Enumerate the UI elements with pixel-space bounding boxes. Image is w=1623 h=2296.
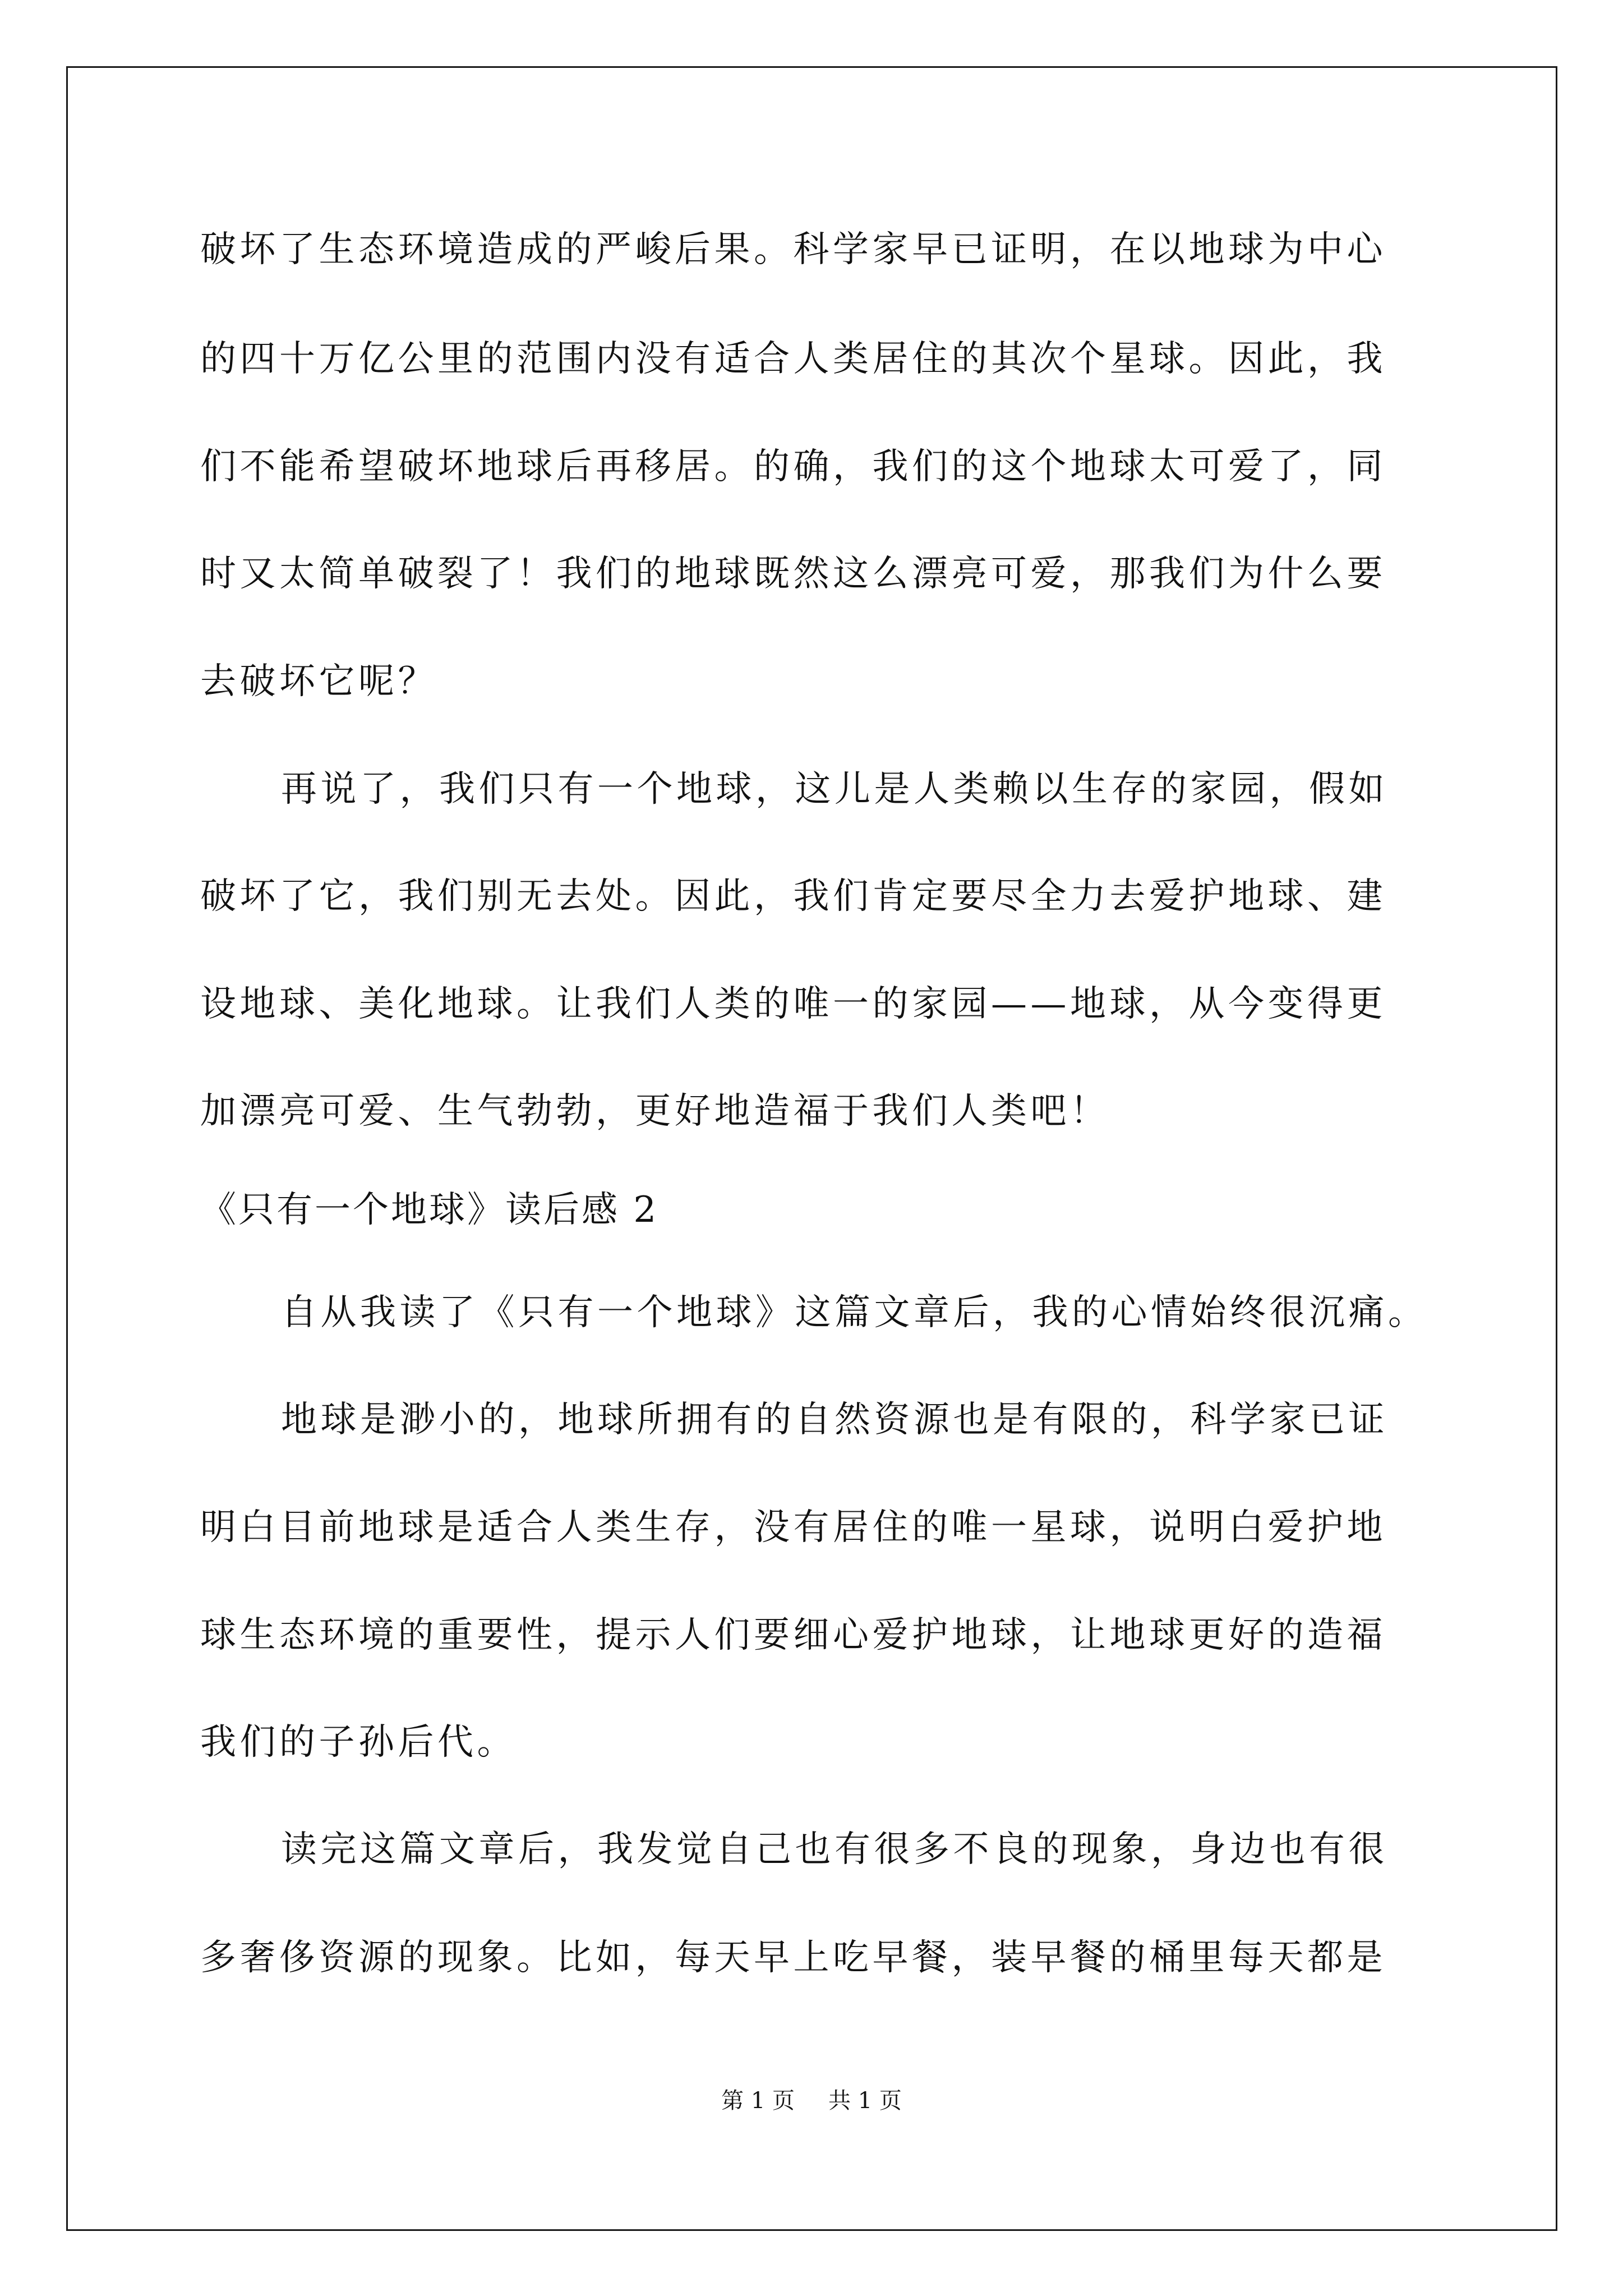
- page-footer: [0, 2087, 1623, 2115]
- text-line-1: 破坏了生态环境造成的严峻后果。科学家早已证明，在以地球为中心: [200, 229, 1386, 270]
- text-line-16: 读完这篇文章后，我发觉自己也有很多不良的现象，身边也有很: [281, 1829, 1388, 1870]
- text-line-8: 设地球、美化地球。让我们人类的唯一的家园——地球，从今变得更: [200, 983, 1386, 1025]
- text-line-15: 我们的子孙后代。: [200, 1722, 517, 1763]
- text-line-14: 球生态环境的重要性，提示人们要细心爱护地球，让地球更好的造福: [200, 1614, 1386, 1656]
- text-line-12: 地球是渺小的，地球所拥有的自然资源也是有限的，科学家已证: [281, 1399, 1388, 1441]
- text-line-17: 多奢侈资源的现象。比如，每天早上吃早餐，装早餐的桶里每天都是: [200, 1937, 1386, 1978]
- page-number: 第 1 页: [721, 2088, 795, 2114]
- page-total: 共 1 页: [828, 2088, 902, 2114]
- text-line-6: 再说了，我们只有一个地球，这儿是人类赖以生存的家园，假如: [281, 769, 1388, 810]
- text-line-4: 时又太简单破裂了！我们的地球既然这么漂亮可爱，那我们为什么要: [200, 553, 1386, 595]
- page-border: [66, 66, 1557, 2231]
- text-line-2: 的四十万亿公里的范围内没有适合人类居住的其次个星球。因此，我: [200, 338, 1386, 380]
- text-line-3: 们不能希望破坏地球后再移居。的确，我们的这个地球太可爱了，同: [200, 446, 1386, 487]
- text-line-11: 自从我读了《只有一个地球》这篇文章后，我的心情始终很沉痛。: [281, 1292, 1428, 1333]
- text-line-7: 破坏了它，我们别无去处。因此，我们肯定要尽全力去爱护地球、建: [200, 876, 1386, 917]
- text-line-9: 加漂亮可爱、生气勃勃，更好地造福于我们人类吧！: [200, 1091, 1110, 1132]
- text-line-13: 明白目前地球是适合人类生存，没有居住的唯一星球，说明白爱护地: [200, 1507, 1386, 1548]
- text-line-5: 去破坏它呢？: [200, 661, 437, 702]
- section-heading: 《只有一个地球》读后感 2: [200, 1189, 659, 1231]
